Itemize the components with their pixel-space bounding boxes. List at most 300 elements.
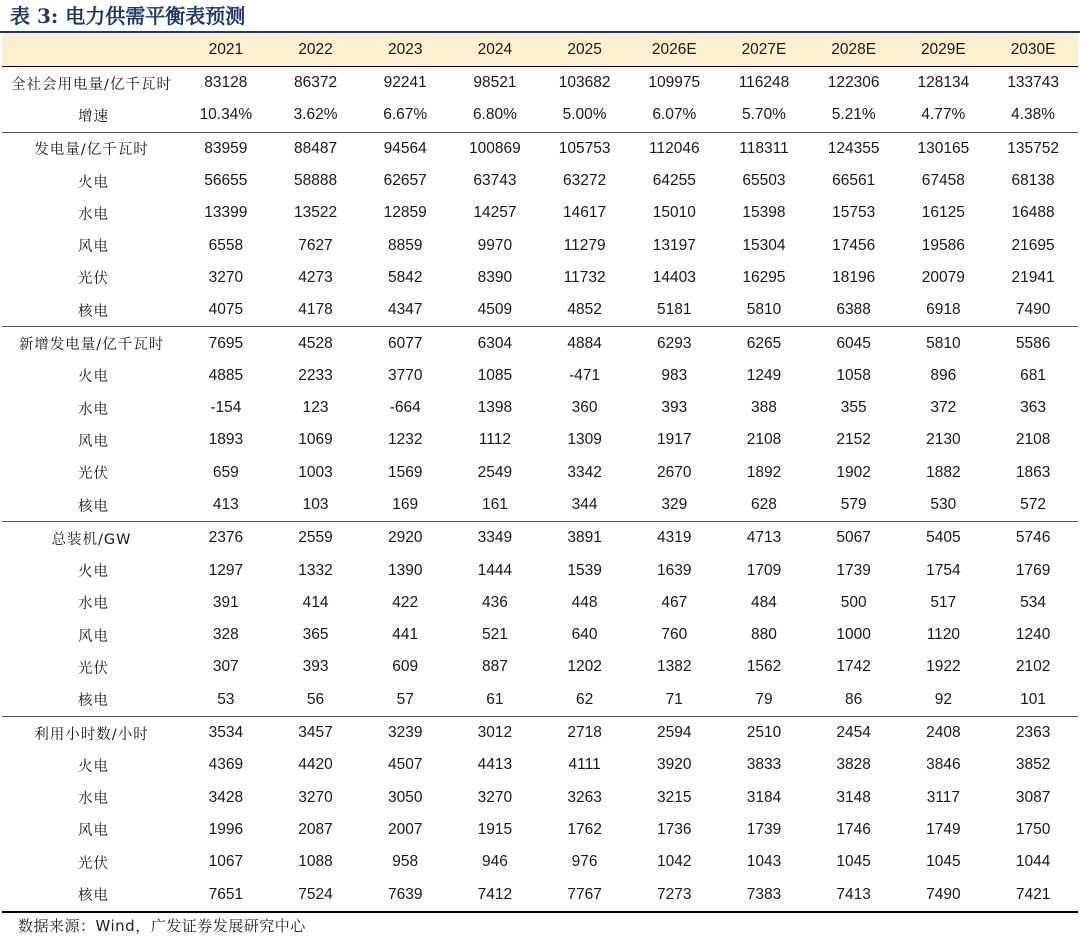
table-cell: 6077 xyxy=(387,334,423,352)
table-cell: 10.34% xyxy=(181,99,271,132)
table-cell: -664 xyxy=(389,399,421,417)
table-cell: 92 xyxy=(899,684,989,717)
table-cell: 7651 xyxy=(181,878,271,911)
table-row xyxy=(2,522,1078,555)
table-cell: 1863 xyxy=(1015,463,1051,481)
table-cell: 100869 xyxy=(469,139,521,157)
table-cell: 12859 xyxy=(383,204,427,222)
table-cell: 14617 xyxy=(563,204,607,222)
table-cell: 101 xyxy=(988,684,1078,717)
table-cell: 2376 xyxy=(208,529,244,547)
table-cell: 983 xyxy=(661,366,688,384)
table-cell: 135752 xyxy=(1007,139,1059,157)
table-cell: 116248 xyxy=(738,74,790,92)
table-cell: 5746 xyxy=(1015,529,1051,547)
table-cell: 8859 xyxy=(387,236,423,254)
table-row xyxy=(2,587,1078,619)
row-label: 水电 xyxy=(78,401,109,418)
table-cell: 4.38% xyxy=(988,99,1078,132)
table-row xyxy=(2,262,1078,294)
header-corner xyxy=(2,33,181,67)
table-row xyxy=(2,327,1078,360)
table-cell: 92241 xyxy=(383,74,427,92)
column-header: 2024 xyxy=(450,33,540,67)
table-cell: 530 xyxy=(899,489,989,522)
table-cell: 1893 xyxy=(208,431,244,449)
table-cell: -471 xyxy=(569,366,601,384)
table-cell: 393 xyxy=(661,399,688,417)
row-label: 火电 xyxy=(78,174,109,191)
table-cell: 118311 xyxy=(739,139,789,157)
row-label: 水电 xyxy=(78,791,109,808)
table-cell: 61 xyxy=(450,684,540,717)
table-cell: 4413 xyxy=(477,756,513,774)
table-cell: 6045 xyxy=(836,334,871,352)
table-cell: 1232 xyxy=(387,431,423,449)
table-cell: 517 xyxy=(930,593,957,611)
table-cell: 3428 xyxy=(208,788,244,806)
table-cell: 65503 xyxy=(742,172,786,190)
table-cell: 1754 xyxy=(926,561,961,579)
table-cell: 15010 xyxy=(652,204,696,222)
table-row xyxy=(2,846,1078,878)
column-header: 2029E xyxy=(899,33,989,67)
table-cell: 13399 xyxy=(204,204,248,222)
table-row xyxy=(2,294,1078,327)
header-row xyxy=(2,33,1078,67)
table-cell: 7490 xyxy=(988,294,1078,327)
table-cell: 1917 xyxy=(657,431,692,449)
table-cell: 5842 xyxy=(387,268,423,286)
table-row xyxy=(2,457,1078,489)
table-cell: 169 xyxy=(360,489,450,522)
table-cell: 20079 xyxy=(921,268,965,286)
table-cell: 3148 xyxy=(836,788,871,806)
table-cell: 13522 xyxy=(293,204,338,222)
table-row xyxy=(2,132,1078,165)
table-row xyxy=(2,489,1078,522)
table-cell: 1058 xyxy=(836,366,871,384)
data-source-note: 数据来源：Wind，广发证券发展研究中心 xyxy=(18,917,306,935)
table-cell: 4507 xyxy=(387,756,423,774)
table-cell: 1249 xyxy=(746,366,782,384)
table-cell: 1736 xyxy=(657,820,692,838)
table-cell: 422 xyxy=(392,593,419,611)
table-cell: 3920 xyxy=(657,756,692,774)
table-cell: 3846 xyxy=(926,756,961,774)
table-cell: 1709 xyxy=(746,561,782,579)
table-cell: 86 xyxy=(809,684,899,717)
table-cell: 579 xyxy=(809,489,899,522)
table-cell: 15304 xyxy=(742,236,786,254)
table-cell: 360 xyxy=(571,399,598,417)
table-cell: 4884 xyxy=(567,334,602,352)
row-label: 利用小时数/小时 xyxy=(34,726,149,743)
table-cell: 21941 xyxy=(1011,268,1055,286)
table-row xyxy=(2,360,1078,392)
table-cell: 4420 xyxy=(298,756,333,774)
table-cell: 7383 xyxy=(719,878,809,911)
table-cell: 3117 xyxy=(926,788,961,806)
table-cell: 14403 xyxy=(652,268,696,286)
row-label: 火电 xyxy=(78,369,109,386)
table-cell: 3852 xyxy=(1015,756,1051,774)
table-cell: 329 xyxy=(629,489,719,522)
row-label: 核电 xyxy=(2,684,181,717)
table-cell: 1085 xyxy=(477,366,513,384)
table-cell: 4713 xyxy=(746,529,782,547)
table-cell: 71 xyxy=(629,684,719,717)
table-row xyxy=(2,229,1078,261)
table-title: 表 3: 电力供需平衡表预测 xyxy=(10,4,246,28)
table-row xyxy=(2,424,1078,456)
table-cell: 1042 xyxy=(657,853,692,871)
table-cell: 521 xyxy=(481,626,508,644)
table-body xyxy=(2,67,1078,912)
table-cell: 133743 xyxy=(1007,74,1059,92)
table-cell: 66561 xyxy=(832,172,876,190)
table-row xyxy=(2,392,1078,424)
table-cell: 3012 xyxy=(477,724,513,742)
table-cell: 414 xyxy=(302,593,329,611)
table-cell: 363 xyxy=(1020,399,1047,417)
column-header: 2021 xyxy=(181,33,271,67)
table-cell: 128134 xyxy=(917,74,970,92)
table-row xyxy=(2,554,1078,586)
table-cell: 413 xyxy=(181,489,271,522)
table-cell: 13197 xyxy=(652,236,696,254)
row-label: 光伏 xyxy=(78,855,109,872)
table-cell: 2007 xyxy=(387,820,423,838)
table-cell: 1915 xyxy=(477,820,513,838)
table-cell: 1045 xyxy=(836,853,871,871)
table-cell: 6558 xyxy=(208,236,244,254)
column-header: 2022 xyxy=(271,33,361,67)
table-cell: 161 xyxy=(450,489,540,522)
table-cell: 2102 xyxy=(1015,658,1051,676)
table-cell: 344 xyxy=(540,489,630,522)
table-cell: 15398 xyxy=(742,204,786,222)
table-cell: 16488 xyxy=(1011,204,1055,222)
column-header: 2023 xyxy=(360,33,450,67)
table-cell: 2510 xyxy=(746,724,782,742)
table-cell: 436 xyxy=(481,593,508,611)
table-cell: 3891 xyxy=(567,529,602,547)
table-cell: 1882 xyxy=(926,463,961,481)
table-cell: 2670 xyxy=(657,463,692,481)
table-cell: 7524 xyxy=(271,878,361,911)
table-row xyxy=(2,878,1078,911)
row-label: 风电 xyxy=(78,823,109,840)
table-cell: 1120 xyxy=(926,626,961,644)
table-cell: 640 xyxy=(571,626,598,644)
table-cell: 53 xyxy=(181,684,271,717)
table-cell: 1045 xyxy=(926,853,961,871)
table-cell: 681 xyxy=(1020,366,1047,384)
table-cell: 2363 xyxy=(1015,724,1051,742)
table-cell: 7421 xyxy=(988,878,1078,911)
table-cell: 123 xyxy=(302,399,329,417)
table-cell: 4509 xyxy=(450,294,540,327)
table-cell: 2233 xyxy=(298,366,333,384)
table-cell: 1112 xyxy=(478,431,512,449)
table-cell: 112046 xyxy=(649,139,700,157)
table-cell: 83128 xyxy=(204,74,248,92)
table-cell: 4075 xyxy=(181,294,271,327)
table-cell: 3050 xyxy=(387,788,423,806)
row-label: 光伏 xyxy=(78,271,109,288)
table-cell: 6.67% xyxy=(360,99,450,132)
table-cell: 67458 xyxy=(921,172,965,190)
table-cell: 659 xyxy=(212,463,239,481)
table-cell: 1750 xyxy=(1015,820,1051,838)
table-cell: 79 xyxy=(719,684,809,717)
table-cell: 63272 xyxy=(563,172,607,190)
table-cell: 4852 xyxy=(540,294,630,327)
table-cell: 5067 xyxy=(836,529,871,547)
table-cell: 7639 xyxy=(360,878,450,911)
table-cell: 6.07% xyxy=(629,99,719,132)
table-cell: 4111 xyxy=(568,756,601,774)
table-cell: 63743 xyxy=(473,172,517,190)
table-cell: 4528 xyxy=(298,334,333,352)
table-cell: 4369 xyxy=(208,756,244,774)
table-cell: 5.70% xyxy=(719,99,809,132)
row-label: 核电 xyxy=(2,294,181,327)
table-cell: 1003 xyxy=(298,463,333,481)
table-cell: 103682 xyxy=(558,74,611,92)
table-cell: 1892 xyxy=(746,463,782,481)
table-cell: 64255 xyxy=(652,172,696,190)
table-cell: 1996 xyxy=(208,820,244,838)
table-cell: 896 xyxy=(930,366,957,384)
table-cell: 4273 xyxy=(298,268,333,286)
table-cell: 1382 xyxy=(657,658,692,676)
table-cell: 5405 xyxy=(926,529,961,547)
table-cell: 6293 xyxy=(657,334,692,352)
table-cell: 1043 xyxy=(746,853,782,871)
table-row xyxy=(2,684,1078,717)
table-cell: 86372 xyxy=(293,74,338,92)
table-cell: 2130 xyxy=(926,431,961,449)
table-cell: 6.80% xyxy=(450,99,540,132)
table-cell: 3457 xyxy=(298,724,333,742)
table-row xyxy=(2,67,1078,100)
table-cell: 1922 xyxy=(926,658,961,676)
table-cell: 56655 xyxy=(204,172,248,190)
table-cell: 6918 xyxy=(899,294,989,327)
table-cell: 609 xyxy=(392,658,419,676)
table-cell: 5.00% xyxy=(540,99,630,132)
table-cell: 534 xyxy=(1020,593,1047,611)
table-cell: 7490 xyxy=(899,878,989,911)
table-header xyxy=(2,33,1078,67)
table-cell: 5810 xyxy=(719,294,809,327)
table-cell: 2087 xyxy=(298,820,333,838)
table-cell: 7695 xyxy=(208,334,244,352)
table-cell: 1639 xyxy=(657,561,692,579)
column-header: 2028E xyxy=(809,33,899,67)
table-cell: 1309 xyxy=(567,431,602,449)
table-row xyxy=(2,99,1078,132)
table-cell: 1398 xyxy=(477,399,513,417)
table-cell: 3.62% xyxy=(271,99,361,132)
table-cell: 2594 xyxy=(657,724,692,742)
table-cell: 1569 xyxy=(387,463,423,481)
table-cell: 958 xyxy=(392,853,419,871)
column-header: 2030E xyxy=(988,33,1078,67)
table-cell: 16125 xyxy=(921,204,965,222)
table-cell: 9970 xyxy=(477,236,513,254)
table-cell: 1762 xyxy=(567,820,602,838)
table-cell: 6304 xyxy=(477,334,513,352)
row-label: 总装机/GW xyxy=(51,531,132,548)
table-cell: 130165 xyxy=(917,139,970,157)
table-cell: 6388 xyxy=(809,294,899,327)
row-label: 风电 xyxy=(78,628,109,645)
table-cell: 1739 xyxy=(836,561,871,579)
table-cell: 3833 xyxy=(746,756,782,774)
table-row xyxy=(2,619,1078,651)
column-header: 2026E xyxy=(629,33,719,67)
column-header: 2027E xyxy=(719,33,809,67)
table-cell: 3184 xyxy=(746,788,782,806)
table-cell: 1297 xyxy=(208,561,244,579)
table-cell: 16295 xyxy=(742,268,786,286)
table-cell: 328 xyxy=(212,626,239,644)
table-cell: 1742 xyxy=(836,658,871,676)
row-label: 光伏 xyxy=(78,466,109,483)
table-cell: 1240 xyxy=(1015,626,1051,644)
table-cell: 94564 xyxy=(383,139,427,157)
row-label: 发电量/亿千瓦时 xyxy=(34,142,149,159)
table-cell: 1044 xyxy=(1015,853,1051,871)
row-label: 水电 xyxy=(78,206,109,223)
row-label: 火电 xyxy=(78,564,109,581)
table-cell: 3263 xyxy=(567,788,602,806)
table-cell: 8390 xyxy=(477,268,513,286)
table-cell: 2718 xyxy=(567,724,602,742)
table-cell: 5181 xyxy=(629,294,719,327)
table-cell: 5810 xyxy=(926,334,961,352)
table-cell: 1769 xyxy=(1015,561,1051,579)
table-row xyxy=(2,814,1078,846)
table-cell: 388 xyxy=(751,399,777,417)
table-cell: 56 xyxy=(271,684,361,717)
table-cell: 3087 xyxy=(1015,788,1051,806)
table-cell: 365 xyxy=(302,626,329,644)
table-cell: 372 xyxy=(930,399,957,417)
table-cell: 484 xyxy=(751,593,777,611)
table-cell: 391 xyxy=(212,593,239,611)
table-cell: 1202 xyxy=(567,658,602,676)
table-cell: 2920 xyxy=(387,529,423,547)
table-cell: 2549 xyxy=(477,463,513,481)
table-cell: 1067 xyxy=(208,853,244,871)
table-cell: 946 xyxy=(481,853,508,871)
table-cell: 122306 xyxy=(827,74,880,92)
table-cell: 2454 xyxy=(836,724,871,742)
table-cell: 21695 xyxy=(1011,236,1055,254)
table-cell: 2108 xyxy=(1015,431,1051,449)
table-cell: 15753 xyxy=(832,204,876,222)
table-row xyxy=(2,197,1078,229)
table-cell: 14257 xyxy=(473,204,517,222)
table-cell: 109975 xyxy=(648,74,701,92)
table-cell: 3270 xyxy=(477,788,513,806)
table-cell: 1332 xyxy=(298,561,333,579)
table-cell: 4885 xyxy=(208,366,244,384)
table-cell: 83959 xyxy=(204,139,248,157)
row-label: 光伏 xyxy=(78,660,109,677)
table-cell: 62 xyxy=(540,684,630,717)
table-cell: 760 xyxy=(661,626,688,644)
table-cell: 62657 xyxy=(383,172,427,190)
table-cell: 1390 xyxy=(387,561,423,579)
table-cell: 3270 xyxy=(208,268,244,286)
table-cell: 98521 xyxy=(473,74,517,92)
table-cell: 7412 xyxy=(450,878,540,911)
table-cell: 18196 xyxy=(832,268,876,286)
row-label: 新增发电量/亿千瓦时 xyxy=(18,337,165,354)
table-cell: 3239 xyxy=(387,724,423,742)
table-cell: 1746 xyxy=(836,820,871,838)
table-cell: 307 xyxy=(212,658,239,676)
table-cell: 105753 xyxy=(558,139,611,157)
table-cell: 628 xyxy=(719,489,809,522)
table-row xyxy=(2,716,1078,749)
row-label: 风电 xyxy=(78,433,109,450)
table-cell: 17456 xyxy=(832,236,876,254)
table-cell: 3215 xyxy=(657,788,692,806)
table-cell: 500 xyxy=(840,593,867,611)
table-cell: 6265 xyxy=(746,334,782,352)
table-cell: 7273 xyxy=(629,878,719,911)
table-cell: 57 xyxy=(360,684,450,717)
table-cell: 1000 xyxy=(836,626,871,644)
table-cell: 1539 xyxy=(567,561,602,579)
table-cell: 1444 xyxy=(477,561,513,579)
table-cell: 2108 xyxy=(746,431,782,449)
table-cell: 1069 xyxy=(298,431,333,449)
table-cell: 1902 xyxy=(836,463,871,481)
table-cell: 3828 xyxy=(836,756,871,774)
row-label: 全社会用电量/亿千瓦时 xyxy=(11,76,172,93)
row-label: 风电 xyxy=(78,239,109,256)
table-cell: 3349 xyxy=(477,529,513,547)
table-cell: 441 xyxy=(392,626,419,644)
table-cell: 2152 xyxy=(836,431,871,449)
supply-demand-table xyxy=(2,33,1078,913)
table-cell: 880 xyxy=(751,626,777,644)
table-cell: 7767 xyxy=(540,878,630,911)
table-cell: 11732 xyxy=(563,268,606,286)
table-cell: 2408 xyxy=(926,724,961,742)
table-cell: -154 xyxy=(210,399,242,417)
table-cell: 1739 xyxy=(746,820,782,838)
table-cell: 4.77% xyxy=(899,99,989,132)
table-cell: 5.21% xyxy=(809,99,899,132)
table-row xyxy=(2,749,1078,781)
table-cell: 58888 xyxy=(293,172,338,190)
table-cell: 887 xyxy=(481,658,508,676)
table-cell: 572 xyxy=(988,489,1078,522)
table-cell: 68138 xyxy=(1011,172,1055,190)
table-cell: 393 xyxy=(302,658,329,676)
table-cell: 3770 xyxy=(387,366,423,384)
table-cell: 355 xyxy=(840,399,867,417)
table-row xyxy=(2,165,1078,197)
